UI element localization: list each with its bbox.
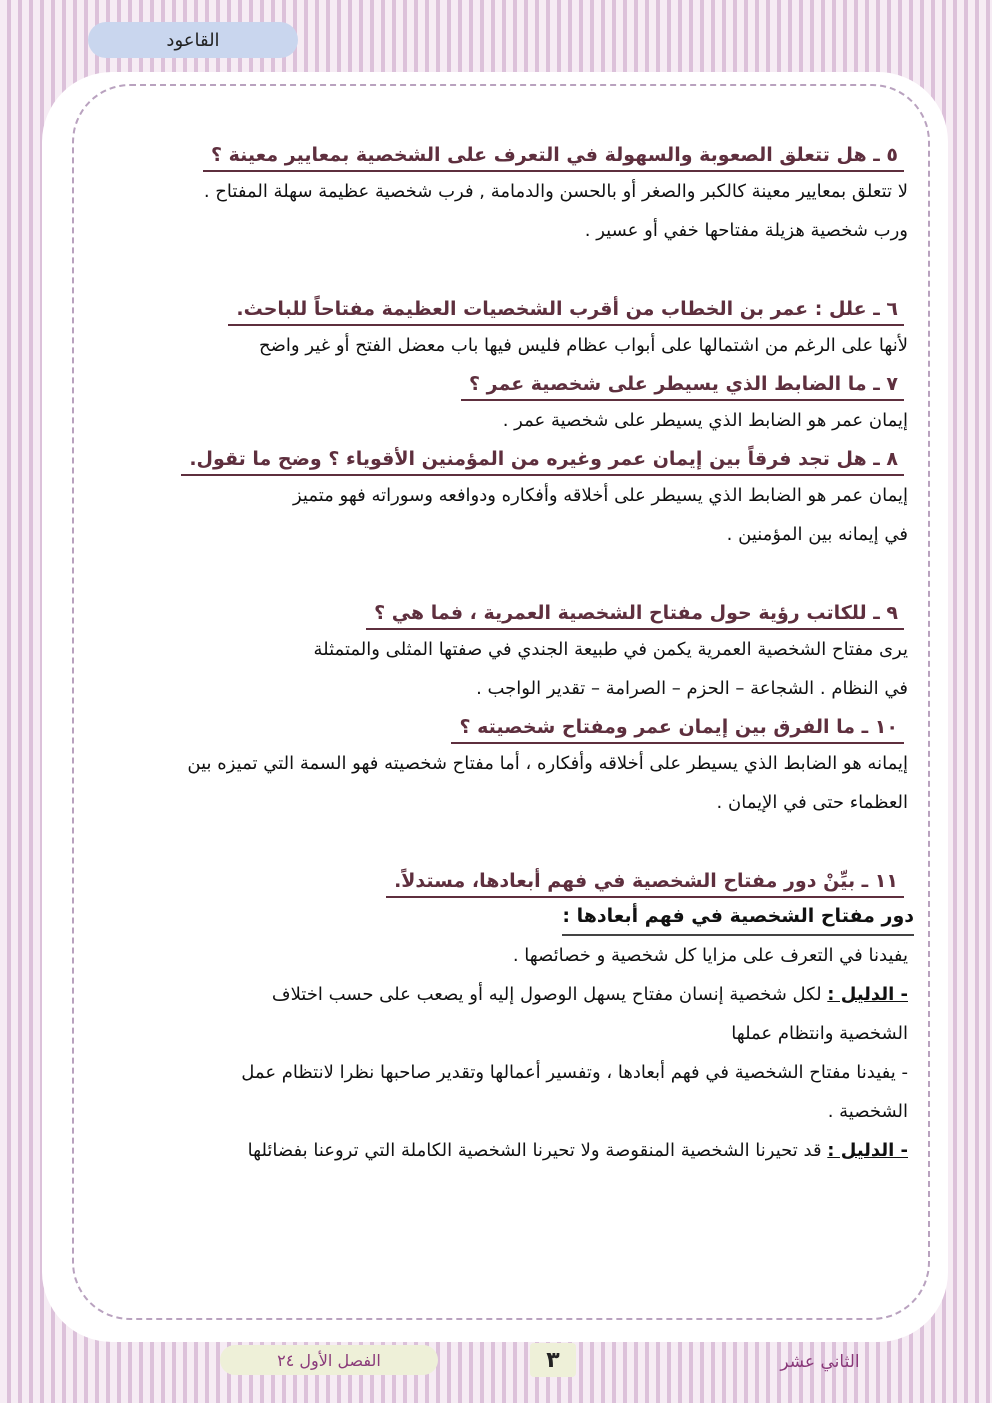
answer-line: - يفيدنا مفتاح الشخصية في فهم أبعادها ، وتفسير أعمالها وتقدير صاحبها نظرا لانتظام عمل [241, 1062, 908, 1083]
answer-line: في النظام . الشجاعة – الحزم – الصرامة – تقدير الواجب . [476, 678, 908, 699]
answer-line: لا تتعلق بمعايير معينة كالكبر والصغر أو بالحسن والدمامة , فرب شخصية عظيمة سهلة المفتاح . [203, 181, 908, 202]
question-11 [78, 866, 914, 1170]
evidence-text: قد تحيرنا الشخصية المنقوصة ولا تحيرنا الشخصية الكاملة التي تروعنا بفضائلها [247, 1140, 822, 1161]
page-number: ٣ [530, 1343, 576, 1377]
answer-line: يرى مفتاح الشخصية العمرية يكمن في طبيعة الجندي في صفتها المثلى والمتمثلة [313, 639, 908, 660]
footer [0, 1343, 992, 1383]
answer-line: العظماء حتى في الإيمان . [716, 792, 908, 813]
question-10 [78, 712, 914, 822]
chapter-label: الفصل الأول ٢٤ [220, 1345, 438, 1375]
question-title: ٩ ـ للكاتب رؤية حول مفتاح الشخصية العمرية ، فما هي ؟ [366, 598, 904, 630]
evidence-label: - الدليل : [827, 1140, 908, 1161]
answer-line: لأنها على الرغم من اشتمالها على أبواب عظام فليس فيها باب معضل الفتح أو غير واضح [259, 335, 908, 356]
question-8 [78, 444, 914, 554]
answer-line: ورب شخصية هزيلة مفتاحها خفي أو عسير . [584, 220, 908, 241]
question-title: ١٠ ـ ما الفرق بين إيمان عمر ومفتاح شخصيته ؟ [451, 712, 904, 744]
questions-content [78, 136, 914, 1170]
answer-line: في إيمانه بين المؤمنين . [726, 524, 908, 545]
answer-line: الشخصية وانتظام عملها [731, 1023, 908, 1044]
question-title: ٨ ـ هل تجد فرقاً بين إيمان عمر وغيره من المؤمنين الأقوياء ؟ وضح ما تقول. [181, 444, 904, 476]
answer-line: إيمان عمر هو الضابط الذي يسيطر على شخصية عمر . [502, 410, 908, 431]
answer-line: إيمانه هو الضابط الذي يسيطر على أخلاقه وأفكاره ، أما مفتاح شخصيته فهو السمة التي تميزه بين [187, 753, 908, 774]
question-title: ٦ ـ علل : عمر بن الخطاب من أقرب الشخصيات العظيمة مفتاحاً للباحث. [228, 294, 904, 326]
answer-line: يفيدنا في التعرف على مزايا كل شخصية و خصائصها . [512, 945, 908, 966]
question-5 [78, 140, 914, 250]
evidence-line [78, 975, 908, 1014]
evidence-text: لكل شخصية إنسان مفتاح يسهل الوصول إليه أو يصعب على حسب اختلاف [271, 984, 822, 1005]
question-title: ٧ ـ ما الضابط الذي يسيطر على شخصية عمر ؟ [461, 369, 904, 401]
question-6 [78, 294, 914, 365]
evidence-label: - الدليل : [827, 984, 908, 1005]
evidence-line [78, 1131, 908, 1170]
answer-line: إيمان عمر هو الضابط الذي يسيطر على أخلاقه وأفكاره ودوافعه وسوراته فهو متميز [292, 485, 908, 506]
answer-line: الشخصية . [827, 1101, 908, 1122]
subtitle: دور مفتاح الشخصية في فهم أبعادها : [562, 898, 914, 936]
question-title: ٥ ـ هل تتعلق الصعوبة والسهولة في التعرف على الشخصية بمعايير معينة ؟ [203, 140, 904, 172]
question-title: ١١ ـ بيِّنْ دور مفتاح الشخصية في فهم أبعادها، مستدلاً. [386, 866, 904, 898]
header-tab: القاعود [88, 22, 298, 58]
grade-label: الثاني عشر [780, 1352, 860, 1372]
question-9 [78, 598, 914, 708]
question-7 [78, 369, 914, 440]
